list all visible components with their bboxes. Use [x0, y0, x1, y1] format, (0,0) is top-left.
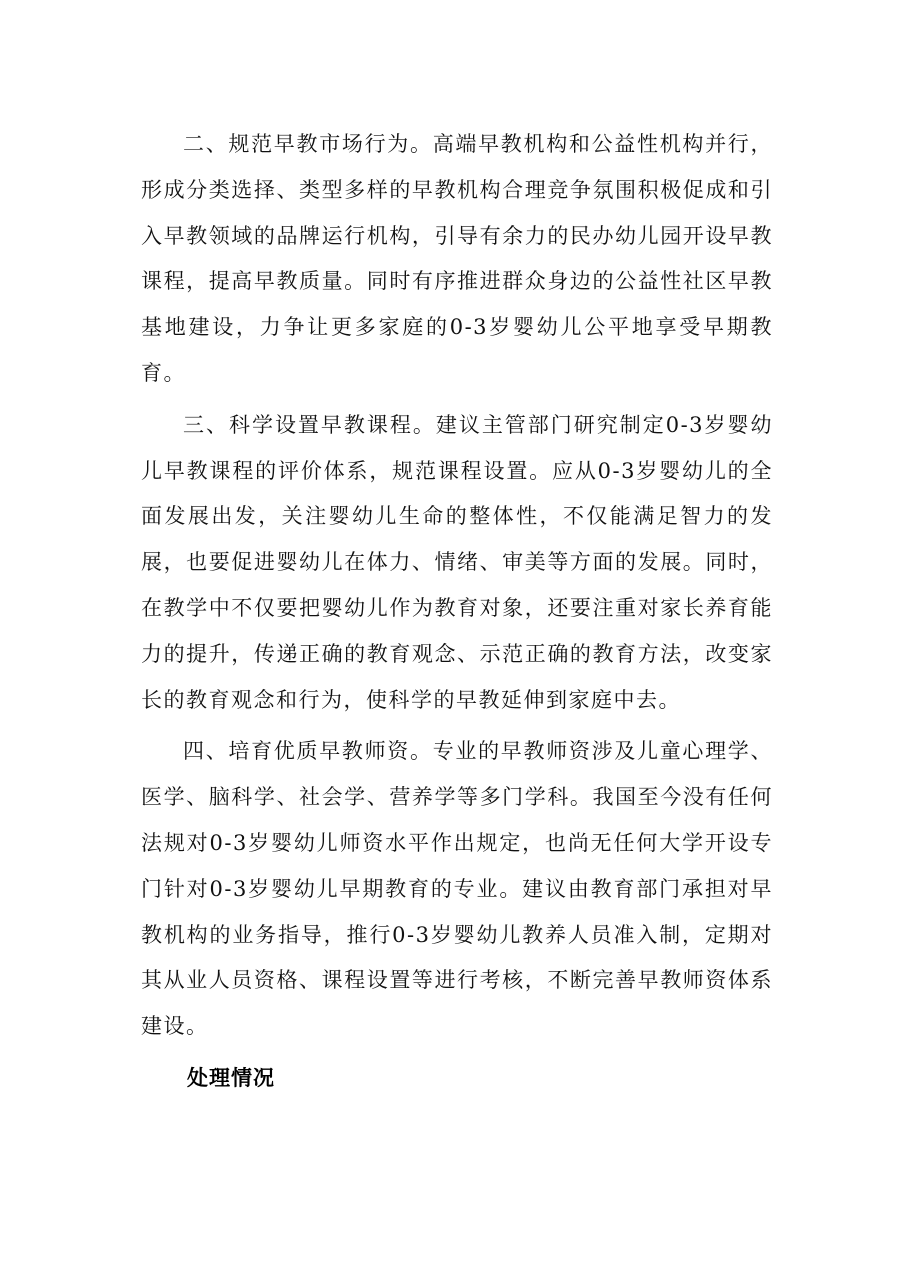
document-body: [141, 122, 773, 1101]
paragraph-market-regulation: 二、规范早教市场行为。高端早教机构和公益性机构并行，形成分类选择、类型多样的早教机构合理竞争氛围积极促成和引入早教领域的品牌运行机构，引导有余力的民办幼儿园开设早教课程，提高早教质量。同时有序推进群众身边的公益性社区早教基地建设，力争让更多家庭的0-3岁婴幼儿公平地享受早期教育。: [141, 132, 773, 385]
paragraph-teacher-training: 四、培育优质早教师资。专业的早教师资涉及儿童心理学、医学、脑科学、社会学、营养学等多门学科。我国至今没有任何法规对0-3岁婴幼儿师资水平作出规定，也尚无任何大学开设专门针对0-3岁婴幼儿早期教育的专业。建议由教育部门承担对早教机构的业务指导，推行0-3岁婴幼儿教养人员准入制，定期对其从业人员资格、课程设置等进行考核，不断完善早教师资体系建设。: [141, 739, 773, 1039]
section-heading: 处理情况: [187, 1065, 275, 1090]
paragraph-curriculum-design: 三、科学设置早教课程。建议主管部门研究制定0-3岁婴幼儿早教课程的评价体系，规范课程设置。应从0-3岁婴幼儿的全面发展出发，关注婴幼儿生命的整体性，不仅能满足智力的发展，也要促进婴幼儿在体力、情绪、审美等方面的发展。同时，在教学中不仅要把婴幼儿作为教育对象，还要注重对家长养育能力的提升，传递正确的教育观念、示范正确的教育方法，改变家长的教育观念和行为，使科学的早教延伸到家庭中去。: [141, 412, 773, 712]
